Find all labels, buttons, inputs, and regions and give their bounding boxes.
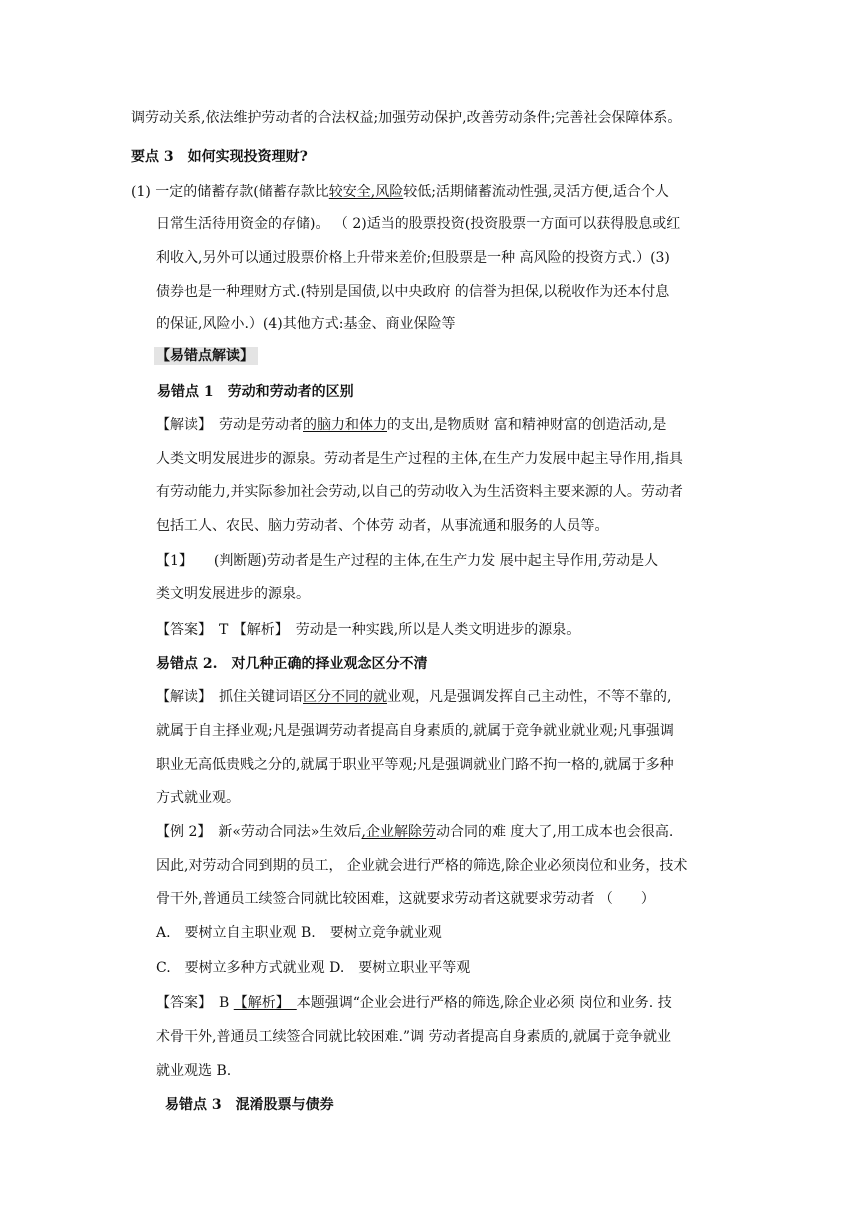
text-line: 就业观选 B. bbox=[156, 1063, 232, 1079]
text-segment: 业观，凡是强调发挥自己主动性，不等不靠的, bbox=[387, 689, 672, 705]
heading-key-point-3: 要点 3 如何实现投资理财? bbox=[131, 149, 308, 165]
text-segment: 【答案】 B bbox=[156, 995, 234, 1011]
text-line: 调劳动关系,依法维护劳动者的合法权益;加强劳动保护,改善劳动条件;完善社会保障体系。 bbox=[131, 110, 682, 126]
underlined-text: 的脑力和体力 bbox=[303, 417, 387, 433]
question-1: 【1】 (判断题)劳动者是生产过程的主体,在生产力发 展中起主导作用,劳动是人 bbox=[156, 553, 659, 569]
text-segment: 本题强调“企业会进行严格的筛选,除企业必须 岗位和业务. 技 bbox=[296, 995, 672, 1011]
answer-1: 【答案】 T 【解析】 劳动是一种实践,所以是人类文明进步的源泉。 bbox=[156, 622, 581, 638]
text-line: 包括工人、农民、脑力劳动者、个体劳 动者，从事流通和服务的人员等。 bbox=[156, 518, 609, 534]
text-segment: 的支出,是物质财 富和精神财富的创造活动,是 bbox=[387, 417, 667, 433]
text-segment: (1) 一定的储蓄存款(储蓄存款比 bbox=[131, 184, 329, 200]
text-line: 因此,对劳动合同到期的员工， 企业就会进行严格的筛选,除企业必须岗位和业务，技术 bbox=[156, 858, 688, 874]
text-line: 日常生活待用资金的存储)。 （ 2)适当的股票投资(投资股票一方面可以获得股息或红 bbox=[156, 216, 681, 232]
underlined-text: 【解析】 bbox=[233, 995, 297, 1011]
text-line: 方式就业观。 bbox=[156, 790, 240, 806]
options-c-d: C. 要树立多种方式就业观 D. 要树立职业平等观 bbox=[156, 960, 471, 976]
text-line: 利收入,另外可以通过股票价格上升带来差价;但股票是一种 高风险的投资方式.）(3) bbox=[156, 250, 670, 266]
question-2 bbox=[156, 822, 673, 842]
text-line bbox=[156, 415, 666, 435]
text-line: 术骨干外,普通员工续签合同就比较困难.”调 劳动者提高自身素质的,就属于竞争就业 bbox=[156, 1029, 671, 1045]
error-point-1-title: 易错点 1 劳动和劳动者的区别 bbox=[157, 384, 354, 400]
underlined-text: 较安全,风险 bbox=[328, 184, 404, 200]
options-a-b: A. 要树立自主职业观 B. 要树立竞争就业观 bbox=[156, 925, 442, 941]
text-line bbox=[156, 687, 671, 707]
text-line: 就属于自主择业观;凡是强调劳动者提高自身素质的,就属于竞争就业就业观;凡事强调 bbox=[156, 723, 674, 739]
error-point-3-title: 易错点 3 混淆股票与债券 bbox=[165, 1097, 334, 1113]
error-point-2-title: 易错点 2. 对几种正确的择业观念区分不清 bbox=[156, 656, 428, 672]
highlighted-heading: 【易错点解读】 bbox=[154, 347, 258, 365]
text-segment: 【解读】 劳动是劳动者 bbox=[156, 417, 303, 433]
answer-2 bbox=[156, 993, 672, 1013]
text-segment: 【例 2】 新«劳动合同法»生效后 bbox=[156, 824, 362, 840]
text-line: 职业无高低贵贱之分的,就属于职业平等观;凡是强调就业门路不拘一格的,就属于多种 bbox=[156, 757, 674, 773]
section-heading bbox=[154, 346, 258, 366]
text-line: 有劳动能力,并实际参加社会劳动,以自己的劳动收入为生活资料主要来源的人。劳动者 bbox=[156, 484, 683, 500]
underlined-text: ,企业解除劳 bbox=[361, 824, 436, 840]
text-line: 骨干外,普通员工续签合同就比较困难，这就要求劳动者这就要求劳动者 （ ） bbox=[156, 891, 655, 907]
text-line: 债券也是一种理财方式.(特别是国债,以中央政府 的信誉为担保,以税收作为还本付息 bbox=[156, 284, 670, 300]
underlined-text: 区分不同的就 bbox=[303, 689, 387, 705]
text-line: 的保证,风险小.）(4)其他方式:基金、商业保险等 bbox=[156, 316, 456, 332]
text-line: 类文明发展进步的源泉。 bbox=[156, 586, 310, 602]
text-segment: 动合同的难 度大了,用工成本也会很高. bbox=[435, 824, 674, 840]
text-line bbox=[131, 182, 669, 202]
text-line: 人类文明发展进步的源泉。劳动者是生产过程的主体,在生产力发展中起主导作用,指具 bbox=[156, 451, 683, 467]
text-segment: 【解读】 抓住关键词语 bbox=[156, 689, 303, 705]
text-segment: 较低;活期储蓄流动性强,灵活方便,适合个人 bbox=[403, 184, 669, 200]
